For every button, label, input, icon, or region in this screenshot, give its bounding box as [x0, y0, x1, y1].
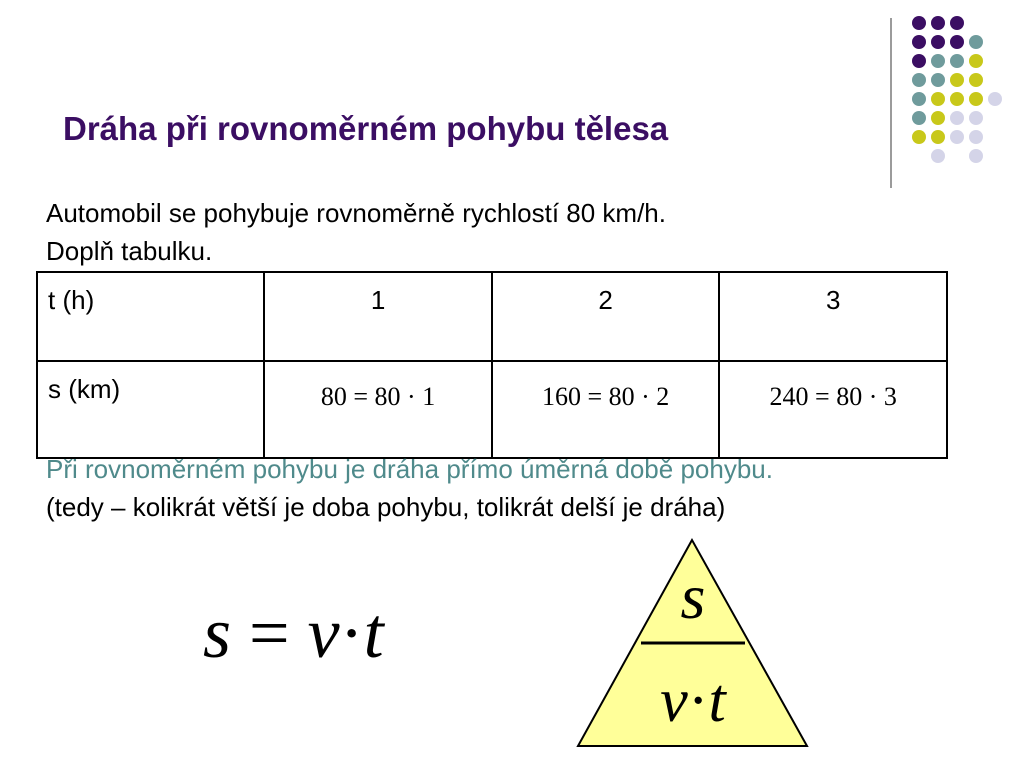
proportionality-statement: Při rovnoměrném pohybu je dráha přímo úměrná době pohybu.	[46, 454, 773, 484]
triangle-bottom-dot: ·	[687, 667, 709, 735]
slide-title: Dráha při rovnoměrném pohybu tělesa	[63, 110, 669, 147]
distance-equation-1: 80 = 80 · 1	[264, 361, 492, 458]
formula-t: t	[363, 593, 384, 673]
formula-equals: =	[249, 593, 290, 673]
triangle-top-s: s	[680, 561, 706, 632]
time-value-1: 1	[264, 272, 492, 361]
time-value-3: 3	[719, 272, 947, 361]
triangle-bottom-v: v	[660, 667, 688, 735]
time-value-2: 2	[492, 272, 720, 361]
intro-line-2: Doplň tabulku.	[46, 236, 213, 266]
row-label-distance: s (km)	[37, 361, 264, 458]
row-label-time: t (h)	[37, 272, 264, 361]
triangle-bottom-vt	[620, 666, 766, 737]
explanation-note: (tedy – kolikrát větší je doba pohybu, tolikrát delší je dráha)	[46, 492, 726, 522]
formula-dot: ·	[339, 593, 364, 673]
distance-equation-3: 240 = 80 · 3	[719, 361, 947, 458]
formula-s: s	[203, 593, 232, 673]
triangle-bottom-t: t	[708, 667, 726, 735]
distance-equation-2: 160 = 80 · 2	[492, 361, 720, 458]
formula-v: v	[307, 593, 340, 673]
intro-line-1: Automobil se pohybuje rovnoměrně rychlostí 80 km/h.	[46, 198, 666, 228]
